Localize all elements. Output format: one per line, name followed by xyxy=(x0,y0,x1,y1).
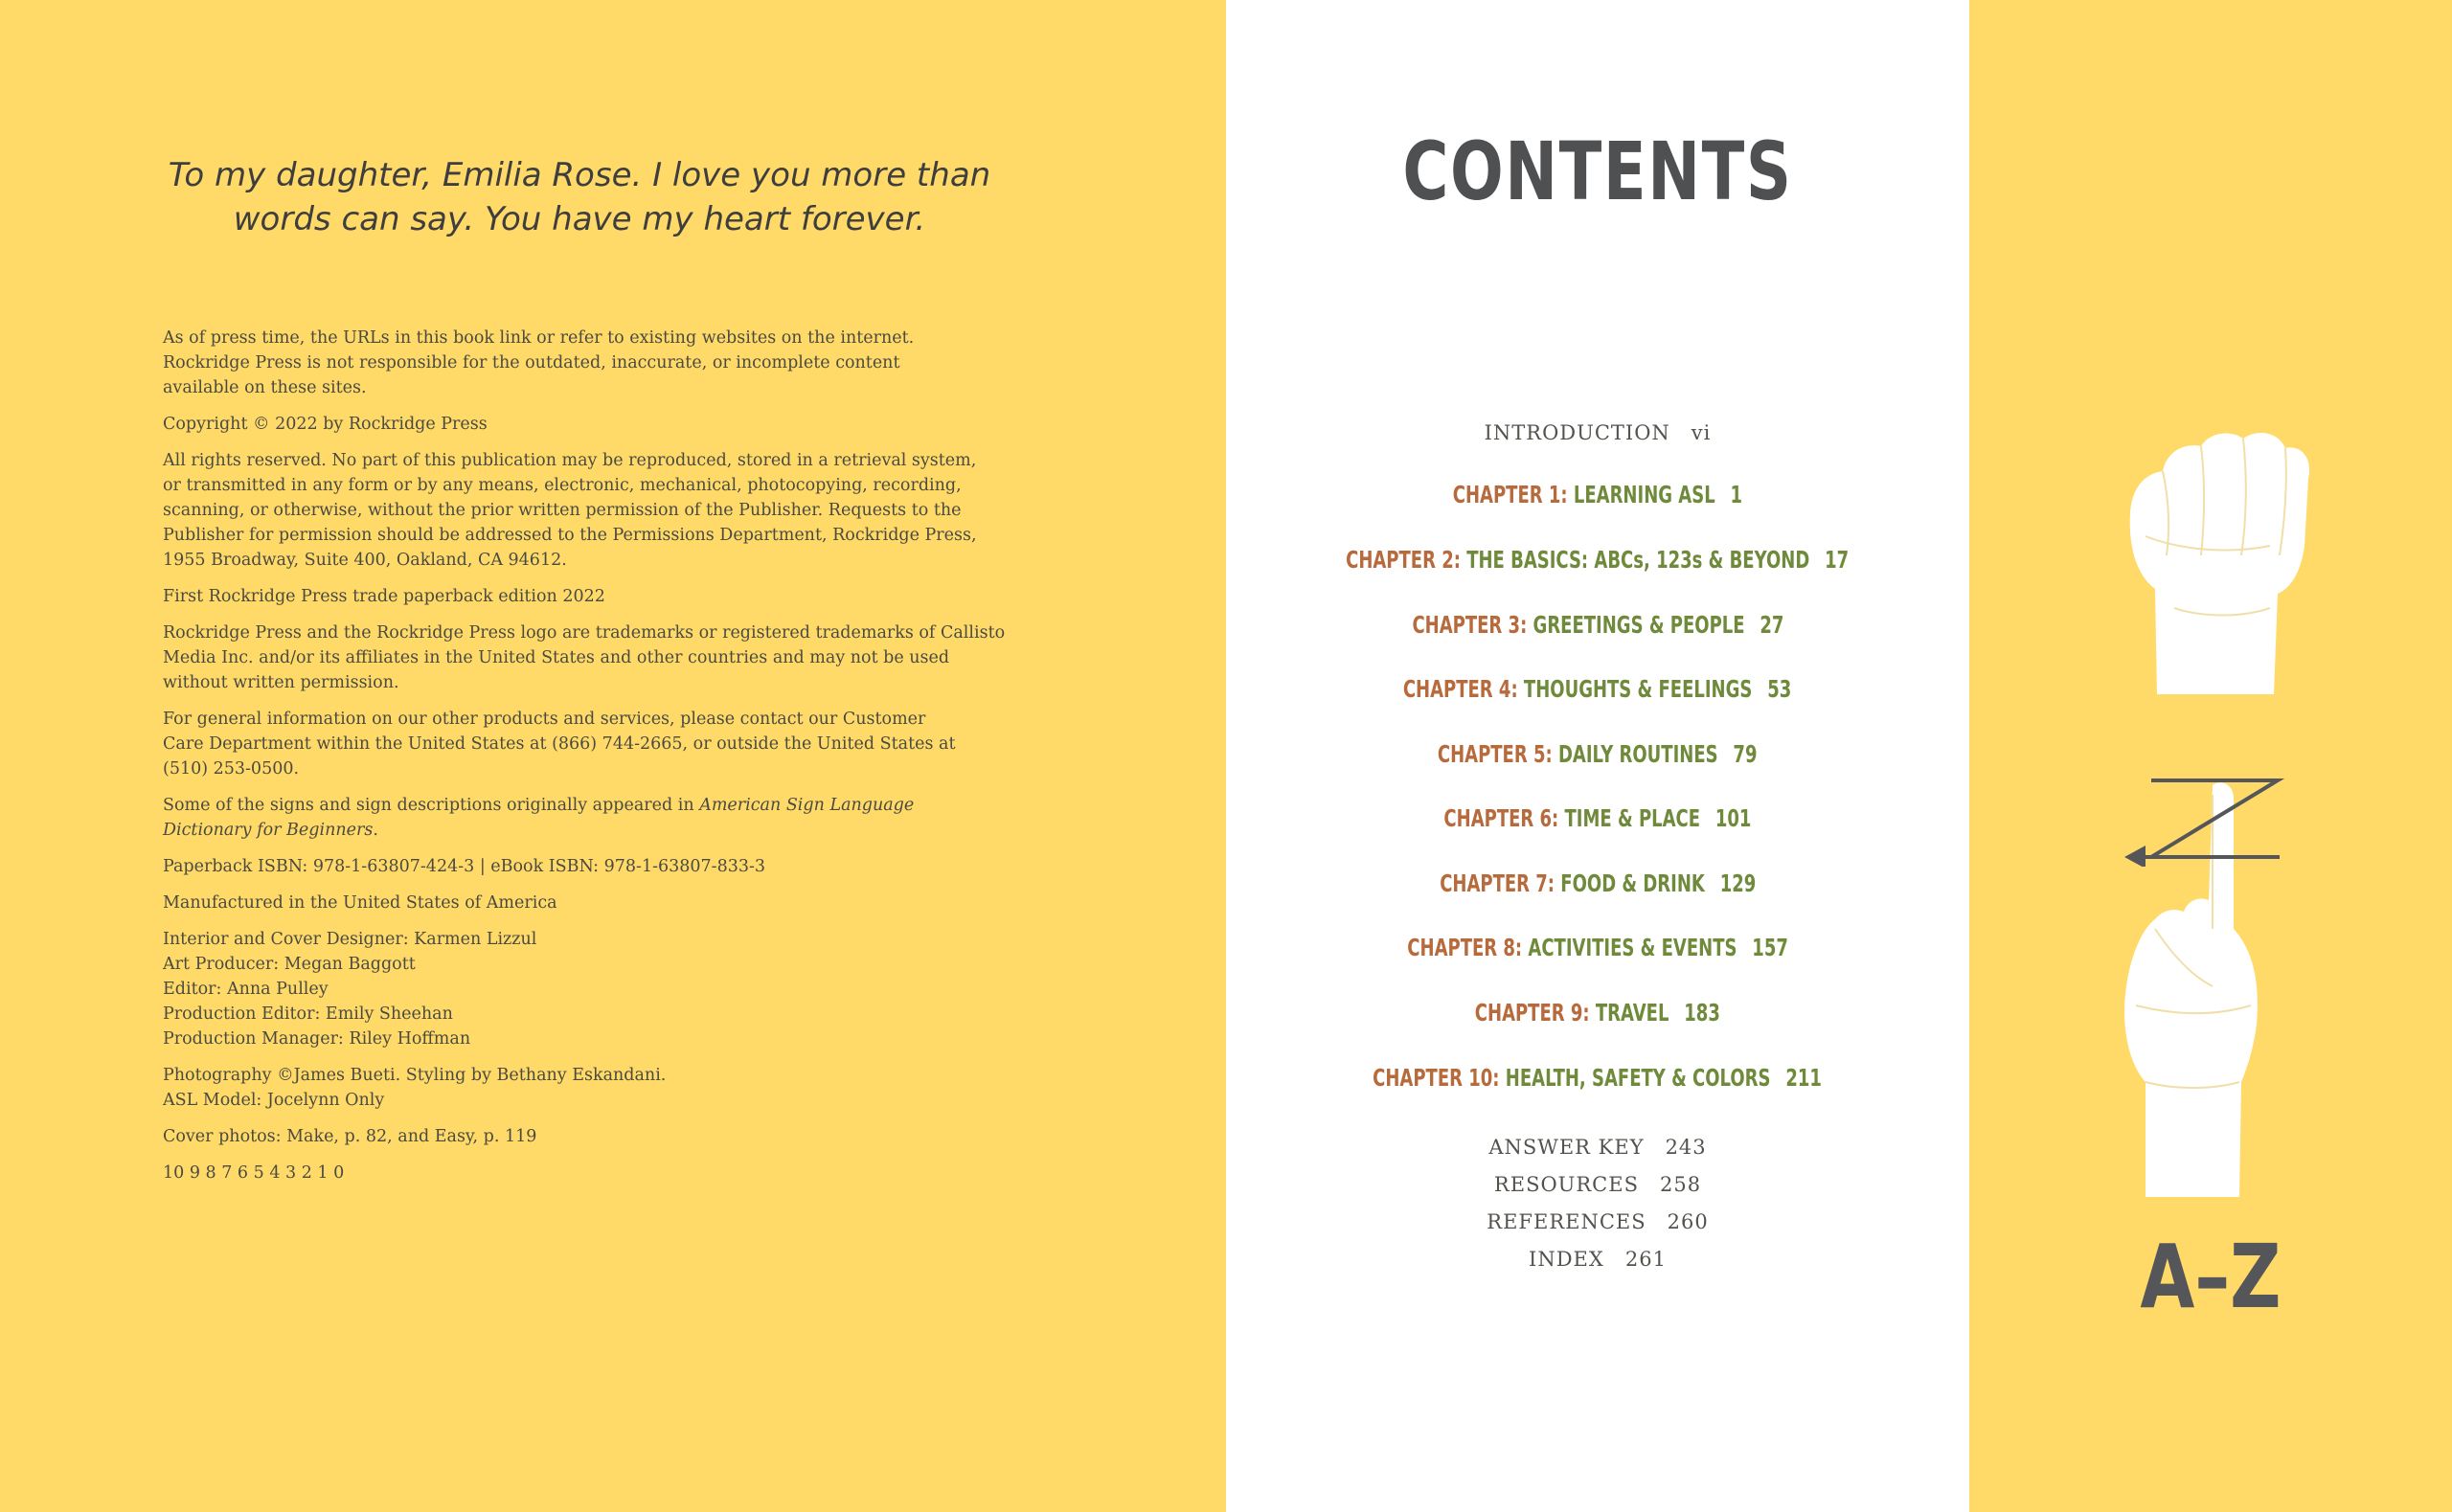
chapter-title: THOUGHTS & FEELINGS xyxy=(1524,675,1753,703)
z-motion-arrow-icon xyxy=(2117,771,2289,867)
toc-label: INDEX xyxy=(1529,1248,1604,1271)
credits xyxy=(163,927,1025,1051)
manufactured-line: Manufactured in the United States of America xyxy=(163,893,557,913)
chapter-title: GREETINGS & PEOPLE xyxy=(1532,611,1745,639)
toc-page-number: 79 xyxy=(1733,740,1758,768)
toc-label: ANSWER KEY xyxy=(1488,1136,1645,1159)
toc-label: RESOURCES xyxy=(1493,1173,1639,1196)
chapter-prefix: CHAPTER 5: xyxy=(1438,740,1554,768)
copyright-block xyxy=(163,326,1025,1197)
chapter-title: TIME & PLACE xyxy=(1564,804,1701,832)
trademark-notice xyxy=(163,621,1025,695)
chapter-title: HEALTH, SAFETY & COLORS xyxy=(1506,1064,1771,1092)
toc-page-number: 261 xyxy=(1624,1248,1667,1271)
chapter-prefix: CHAPTER 2: xyxy=(1346,546,1462,574)
text-line: Interior and Cover Designer: Karmen Lizzul xyxy=(163,930,537,949)
text-line: All rights reserved. No part of this publication may be reproduced, stored in a retrieval system, xyxy=(163,451,977,470)
text-line: (510) 253-0500. xyxy=(163,759,300,779)
toc-entry-chapter[interactable] xyxy=(1226,481,1969,508)
chapter-prefix: CHAPTER 4: xyxy=(1403,675,1519,703)
toc-entry-references[interactable] xyxy=(1226,1210,1969,1233)
chapter-title: TRAVEL xyxy=(1596,999,1669,1027)
text-line: or transmitted in any form or by any means, electronic, mechanical, photocopying, recording, xyxy=(163,476,962,495)
toc-entry-chapter[interactable] xyxy=(1226,740,1969,768)
chapter-prefix: CHAPTER 1: xyxy=(1452,481,1568,508)
toc-entry-answer-key[interactable] xyxy=(1226,1136,1969,1159)
text-line: Media Inc. and/or its affiliates in the United States and other countries and may not be used xyxy=(163,648,950,667)
toc-entry-resources[interactable] xyxy=(1226,1173,1969,1196)
text-line: Publisher for permission should be addressed to the Permissions Department, Rockridge Press, xyxy=(163,526,977,545)
book-title: Dictionary for Beginners xyxy=(163,821,374,840)
text-line: Editor: Anna Pulley xyxy=(163,980,329,999)
toc-label: INTRODUCTION xyxy=(1484,421,1670,444)
toc-page-number: 260 xyxy=(1667,1210,1709,1233)
urls-disclaimer xyxy=(163,326,1025,400)
chapter-prefix: CHAPTER 8: xyxy=(1407,934,1523,961)
toc-page-number: 53 xyxy=(1767,675,1792,703)
book-title: American Sign Language xyxy=(699,796,915,815)
toc-page-number: 17 xyxy=(1825,546,1850,574)
contact-info xyxy=(163,707,1025,781)
text-run: Some of the signs and sign descriptions originally appeared in xyxy=(163,796,700,815)
toc-entry-introduction[interactable] xyxy=(1226,421,1969,444)
page-title: CONTENTS xyxy=(1402,124,1793,218)
contents-page xyxy=(1226,0,1969,1512)
toc-page-number: 129 xyxy=(1719,869,1757,897)
toc-entry-chapter[interactable] xyxy=(1226,546,1969,574)
toc-label: REFERENCES xyxy=(1487,1210,1646,1233)
chapter-prefix: CHAPTER 7: xyxy=(1439,869,1555,897)
text-line: Care Department within the United States at (866) 744-2665, or outside the United States at xyxy=(163,734,956,754)
edition-notice: First Rockridge Press trade paperback edition 2022 xyxy=(163,587,605,606)
fist-hand-icon xyxy=(2117,421,2318,694)
chapter-title: LEARNING ASL xyxy=(1573,481,1715,508)
toc-page-number: 1 xyxy=(1730,481,1743,508)
chapter-title: ACTIVITIES & EVENTS xyxy=(1528,934,1737,961)
toc-page-number: 243 xyxy=(1665,1136,1707,1159)
toc-page-number: 27 xyxy=(1759,611,1783,639)
text-line: Production Editor: Emily Sheehan xyxy=(163,1004,453,1024)
toc-page-number: vi xyxy=(1691,421,1712,444)
toc-entry-index[interactable] xyxy=(1226,1248,1969,1271)
chapter-prefix: CHAPTER 9: xyxy=(1474,999,1590,1027)
toc-entry-chapter[interactable] xyxy=(1226,804,1969,832)
dedication-line: To my daughter, Emilia Rose. I love you more than xyxy=(168,156,991,194)
text-line: ASL Model: Jocelynn Only xyxy=(163,1091,385,1110)
text-line: Production Manager: Riley Hoffman xyxy=(163,1029,471,1049)
text-line: 1955 Broadway, Suite 400, Oakland, CA 94612. xyxy=(163,551,567,570)
text-line: scanning, or otherwise, without the prior written permission of the Publisher. Requests to the xyxy=(163,501,962,520)
text-line: available on these sites. xyxy=(163,378,367,397)
chapter-title: FOOD & DRINK xyxy=(1560,869,1705,897)
text-run: . xyxy=(373,821,378,840)
text-line: Rockridge Press and the Rockridge Press logo are trademarks or registered trademarks of Callisto xyxy=(163,623,1006,643)
cover-photos-line: Cover photos: Make, p. 82, and Easy, p. 119 xyxy=(163,1127,537,1146)
toc-entry-chapter[interactable] xyxy=(1226,999,1969,1027)
chapter-title: THE BASICS: ABCs, 123s & BEYOND xyxy=(1466,546,1810,574)
toc-entry-chapter[interactable] xyxy=(1226,675,1969,703)
photo-credits xyxy=(163,1063,1025,1113)
toc-page-number: 211 xyxy=(1785,1064,1823,1092)
toc-page-number: 183 xyxy=(1684,999,1721,1027)
chapter-prefix: CHAPTER 10: xyxy=(1373,1064,1500,1092)
text-line: As of press time, the URLs in this book link or refer to existing websites on the internet. xyxy=(163,328,915,348)
chapter-prefix: CHAPTER 3: xyxy=(1412,611,1527,639)
text-line: Photography ©James Bueti. Styling by Bethany Eskandani. xyxy=(163,1066,667,1085)
toc-page-number: 258 xyxy=(1659,1173,1702,1196)
text-line: Art Producer: Megan Baggott xyxy=(163,955,416,974)
source-notice xyxy=(163,793,1025,843)
text-line: Rockridge Press is not responsible for the outdated, inaccurate, or incomplete content xyxy=(163,353,900,372)
a-z-label: A–Z xyxy=(2140,1226,2282,1328)
toc-page-number: 101 xyxy=(1714,804,1752,832)
copyright-notice: Copyright © 2022 by Rockridge Press xyxy=(163,415,488,434)
dedication xyxy=(144,153,1015,241)
dedication-line: words can say. You have my heart forever. xyxy=(233,200,926,238)
printing-line: 10 9 8 7 6 5 4 3 2 1 0 xyxy=(163,1163,345,1183)
text-line: For general information on our other products and services, please contact our Customer xyxy=(163,710,926,729)
toc-entry-chapter[interactable] xyxy=(1226,869,1969,897)
rights-reserved xyxy=(163,448,1025,573)
chapter-title: DAILY ROUTINES xyxy=(1558,740,1718,768)
chapter-prefix: CHAPTER 6: xyxy=(1443,804,1559,832)
toc-page-number: 157 xyxy=(1752,934,1788,961)
text-line: without written permission. xyxy=(163,673,399,692)
toc-entry-chapter[interactable] xyxy=(1226,611,1969,639)
toc-entry-chapter[interactable] xyxy=(1226,1064,1969,1092)
toc-entry-chapter[interactable] xyxy=(1226,934,1969,961)
isbn-line: Paperback ISBN: 978-1-63807-424-3 | eBook ISBN: 978-1-63807-833-3 xyxy=(163,857,766,876)
